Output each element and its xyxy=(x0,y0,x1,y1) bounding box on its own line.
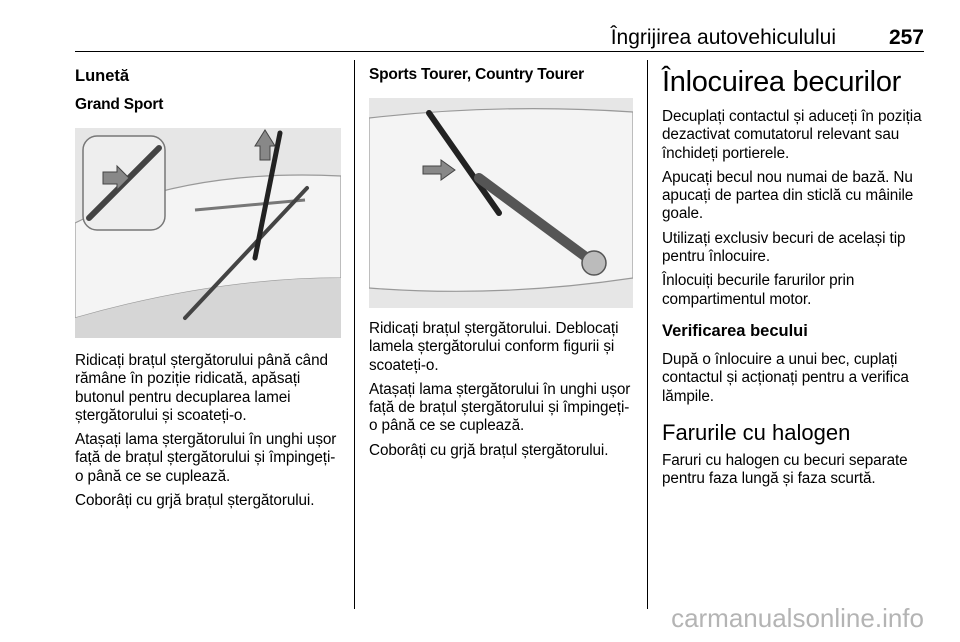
paragraph: Apucați becul nou numai de bază. Nu apucați de partea din sticlă cu mâinile goale. xyxy=(662,168,914,223)
paragraph: Ridicați brațul ștergătorului până când rămâne în poziție ridicată, apăsați butonul pentru decuplarea lamei ștergătorului și scoateți-o. xyxy=(75,352,328,424)
column-2 xyxy=(369,66,633,466)
paragraph: Decuplați contactul și aduceți în poziția dezactivat comutatorul relevant sau închideți portierele. xyxy=(662,108,922,162)
page-number: 257 xyxy=(888,26,924,49)
column-3 xyxy=(662,66,928,494)
chapter-title: Îngrijirea autovehiculului xyxy=(610,26,836,49)
paragraph: Faruri cu halogen cu becuri separate pentru faza lungă și faza scurtă. xyxy=(662,451,908,488)
column-1 xyxy=(75,66,341,516)
section-heading-luneta: Lunetă xyxy=(75,67,130,85)
column-divider-1 xyxy=(354,60,355,609)
paragraph: Coborâți cu grjă brațul ștergătorului. xyxy=(75,492,315,510)
paragraph: După o înlocuire a unui bec, cuplați contactul și acționați pentru a verifica lămpile. xyxy=(662,350,909,405)
subheading-sports-tourer: Sports Tourer, Country Tourer xyxy=(369,66,584,83)
paragraph: Utilizați exclusiv becuri de același tip pentru înlocuire. xyxy=(662,229,906,266)
section-heading-bulb-replacement: Înlocuirea becurilor xyxy=(662,66,902,98)
paragraph: Atașați lama ștergătorului în unghi ușor față de brațul ștergătorului și împingeți-o până ce se cuplează. xyxy=(75,431,337,485)
section-heading-halogen: Farurile cu halogen xyxy=(662,419,851,445)
subheading-grand-sport: Grand Sport xyxy=(75,96,164,113)
paragraph: Ridicați brațul ștergătorului. Deblocați lamela ștergătorului conform figurii și scoateți-o. xyxy=(369,320,619,374)
paragraph: Înlocuiți becurile farurilor prin compartimentul motor. xyxy=(662,272,855,308)
header-rule xyxy=(75,51,924,52)
paragraph: Coborâți cu grjă brațul ștergătorului. xyxy=(369,441,609,459)
column-divider-2 xyxy=(647,60,648,609)
figure-sports-tourer-wiper xyxy=(369,98,633,308)
watermark: carmanualsonline.info xyxy=(671,603,924,633)
figure-grand-sport-wiper xyxy=(75,128,341,338)
paragraph: Atașați lama ștergătorului în unghi ușor față de brațul ștergătorului și împingeți-o până ce se cuplează. xyxy=(369,380,631,435)
subheading-bulb-check: Verificarea becului xyxy=(662,321,808,340)
